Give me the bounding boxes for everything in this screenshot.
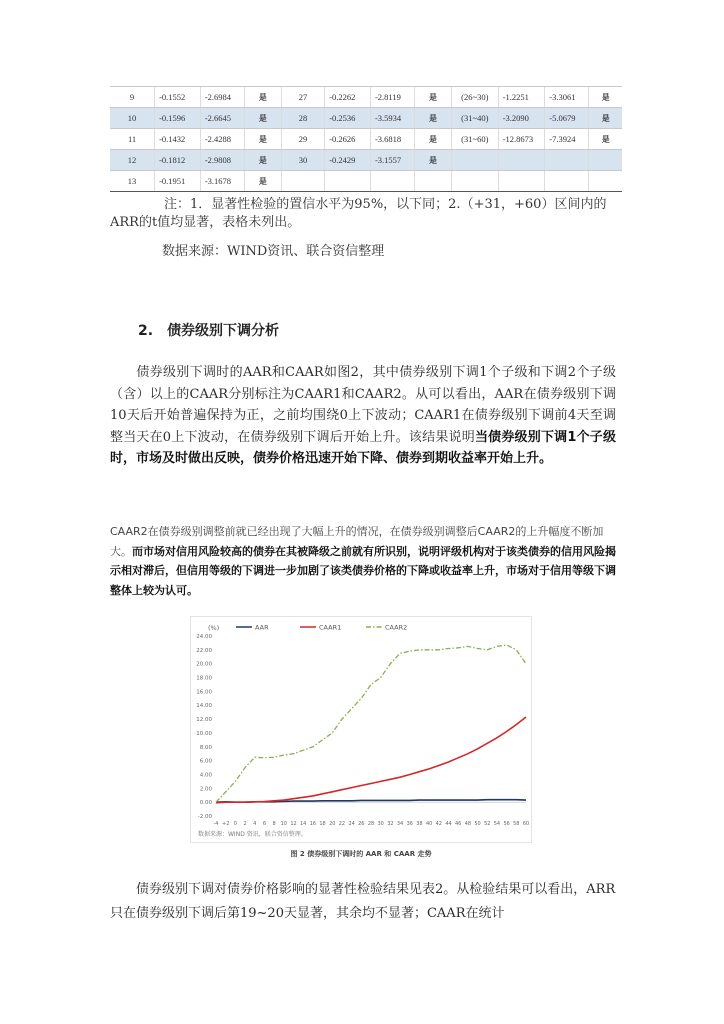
table-cell: 是 bbox=[415, 87, 452, 108]
table-cell bbox=[545, 150, 589, 171]
x-tick-label: 14 bbox=[300, 821, 307, 827]
table-cell: 是 bbox=[415, 108, 452, 129]
table-cell: -2.9808 bbox=[200, 150, 244, 171]
table-cell: 是 bbox=[589, 129, 622, 150]
aar-caar-chart bbox=[190, 616, 532, 864]
table-row bbox=[110, 87, 622, 108]
x-tick-label: -4 bbox=[213, 821, 219, 827]
paragraph-caar2 bbox=[110, 522, 618, 600]
x-tick-label: 40 bbox=[425, 821, 433, 827]
paragraph-emphasis: 而市场对信用风险较高的债券在其被降级之前就有所识别，说明评级机构对于该类债券的信用风险揭示相对滞后，但信用等级的下调进一步加剧了该类债券价格的下降或收益率上升，市场对于信用等级下调整体上较为认可。 bbox=[110, 544, 616, 597]
table-cell bbox=[451, 171, 498, 192]
table-cell: 是 bbox=[415, 129, 452, 150]
y-tick-label: 2.00 bbox=[199, 786, 212, 793]
x-tick-label: 0 bbox=[233, 821, 237, 827]
table-cell bbox=[370, 171, 414, 192]
table-cell: -7.3924 bbox=[545, 129, 589, 150]
table-cell: -0.2536 bbox=[325, 108, 371, 129]
y-tick-label: 10.00 bbox=[196, 730, 212, 737]
section-heading bbox=[138, 320, 279, 340]
table-cell: 13 bbox=[110, 171, 155, 192]
y-tick-label: 6.00 bbox=[199, 758, 212, 765]
section-number: 2. bbox=[138, 323, 154, 339]
significance-table bbox=[110, 86, 622, 192]
table-note bbox=[110, 196, 615, 232]
x-tick-label: 20 bbox=[329, 821, 336, 827]
x-tick-label: 32 bbox=[387, 821, 394, 827]
x-tick-label: 34 bbox=[396, 821, 404, 827]
data-source: 数据来源：WIND资讯、联合资信整理 bbox=[162, 244, 385, 259]
table-cell: -0.2262 bbox=[325, 87, 371, 108]
paragraph-text: CAAR2在债券级别调整前就已经出现了大幅上升的情况，在债券级别调整后CAAR2的上升幅度不断加大。 bbox=[110, 525, 604, 558]
table-cell: -0.1432 bbox=[155, 129, 201, 150]
table-cell bbox=[589, 171, 622, 192]
table-cell: 是 bbox=[244, 171, 281, 192]
x-tick-label: 22 bbox=[338, 821, 346, 827]
x-tick-label: 50 bbox=[474, 821, 481, 827]
table-cell: 28 bbox=[281, 108, 324, 129]
table-cell: -0.1812 bbox=[155, 150, 201, 171]
x-tick-label: 52 bbox=[484, 821, 491, 827]
table-cell: -2.4288 bbox=[200, 129, 244, 150]
x-tick-label: 28 bbox=[367, 821, 375, 827]
unit-label: (%) bbox=[208, 624, 220, 632]
x-tick-label: 4 bbox=[253, 821, 257, 827]
paragraph-emphasis: 当债券级别下调1个子级时，市场及时做出反映，债券价格迅速开始下降、债券到期收益率开始上升。 bbox=[110, 429, 617, 467]
table-cell: -0.2626 bbox=[325, 129, 371, 150]
table-cell: 27 bbox=[281, 87, 324, 108]
x-tick-label: 8 bbox=[272, 821, 276, 827]
table-cell: 是 bbox=[244, 108, 281, 129]
x-tick-label: 36 bbox=[406, 821, 413, 827]
x-tick-label: 16 bbox=[309, 821, 317, 827]
table-cell: -3.1557 bbox=[370, 150, 414, 171]
y-tick-label: 20.00 bbox=[196, 661, 212, 668]
table-cell: 是 bbox=[589, 87, 622, 108]
x-tick-label: 48 bbox=[464, 821, 472, 827]
table-cell: 是 bbox=[244, 150, 281, 171]
table-cell: (26~30) bbox=[451, 87, 498, 108]
y-tick-label: 16.00 bbox=[196, 689, 212, 696]
table-cell: (31~40) bbox=[451, 108, 498, 129]
legend-label: AAR bbox=[255, 623, 269, 632]
paragraph-significance bbox=[110, 878, 616, 926]
table-cell: 是 bbox=[244, 129, 281, 150]
table-cell: 11 bbox=[110, 129, 155, 150]
legend-label: CAAR2 bbox=[385, 623, 408, 632]
x-tick-label: 12 bbox=[290, 821, 297, 827]
table-row bbox=[110, 150, 622, 171]
table-cell: 29 bbox=[281, 129, 324, 150]
x-tick-label: 26 bbox=[358, 821, 365, 827]
y-tick-label: 12.00 bbox=[196, 717, 212, 724]
table-cell: 12 bbox=[110, 150, 155, 171]
x-tick-label: 30 bbox=[377, 821, 384, 827]
figure-caption: 图 2 债券级别下调时的 AAR 和 CAAR 走势 bbox=[290, 850, 432, 858]
table-row bbox=[110, 171, 622, 192]
table-cell: -2.8119 bbox=[370, 87, 414, 108]
x-tick-label: 58 bbox=[513, 821, 520, 827]
x-tick-label: 56 bbox=[503, 821, 510, 827]
x-tick-label: 24 bbox=[348, 821, 355, 827]
table-note-text: 注：1．显著性检验的置信水平为95%，以下同；2.（+31，+60）区间内的ARR的t值均显著，表格未列出。 bbox=[110, 197, 607, 230]
legend-label: CAAR1 bbox=[319, 623, 342, 632]
table-cell bbox=[415, 171, 452, 192]
paragraph-text: 债券级别下调对债券价格影响的显著性检验结果见表2。从检验结果可以看出，ARR只在债券级别下调后第19~20天显著，其余均不显著；CAAR在统计 bbox=[110, 882, 616, 921]
table-cell bbox=[589, 150, 622, 171]
table-cell: -3.1678 bbox=[200, 171, 244, 192]
y-tick-label: 18.00 bbox=[196, 675, 212, 682]
table-row bbox=[110, 108, 622, 129]
table-row bbox=[110, 129, 622, 150]
table-cell: -0.1552 bbox=[155, 87, 201, 108]
table-cell bbox=[325, 171, 371, 192]
table-cell: 是 bbox=[589, 108, 622, 129]
chart-source-note: 数据来源：WIND 资讯，联合资信整理。 bbox=[198, 831, 307, 838]
y-tick-label: 0.00 bbox=[199, 800, 212, 807]
x-tick-label: 10 bbox=[280, 821, 287, 827]
x-tick-label: 60 bbox=[522, 821, 530, 827]
table-cell: -2.6984 bbox=[200, 87, 244, 108]
table-cell bbox=[498, 150, 545, 171]
table-cell: 9 bbox=[110, 87, 155, 108]
table-cell: 10 bbox=[110, 108, 155, 129]
x-tick-label: 18 bbox=[319, 821, 326, 827]
x-tick-label: 44 bbox=[445, 821, 452, 827]
y-tick-label: -2.00 bbox=[197, 814, 212, 820]
table-cell: -3.5934 bbox=[370, 108, 414, 129]
table-cell: -1.2251 bbox=[498, 87, 545, 108]
table-cell bbox=[451, 150, 498, 171]
x-tick-label: 6 bbox=[262, 821, 267, 827]
table-cell: -3.6818 bbox=[370, 129, 414, 150]
table-cell: (31~60) bbox=[451, 129, 498, 150]
table-cell: -12.8673 bbox=[498, 129, 545, 150]
paragraph-text: 债券级别下调时的AAR和CAAR如图2，其中债券级别下调1个子级和下调2个子级（含）以上的CAAR分别标注为CAAR1和CAAR2。从可以看出，AAR在债券级别下调10天后开始普遍保持为正，之前均围绕0上下波动；CAAR1在债券级别下调前4天至调整当天在0上下波动，在债券级别下调后开始上升。该结果说明 bbox=[110, 365, 616, 445]
x-tick-label: +2 bbox=[222, 821, 230, 827]
y-tick-label: 24.00 bbox=[196, 634, 212, 640]
table-cell bbox=[545, 171, 589, 192]
y-tick-label: 4.00 bbox=[199, 772, 212, 779]
paragraph-downgrade-analysis bbox=[110, 362, 616, 470]
y-tick-label: 8.00 bbox=[199, 744, 212, 751]
x-tick-label: 46 bbox=[455, 821, 462, 827]
table-cell: -0.1596 bbox=[155, 108, 201, 129]
chart-frame bbox=[191, 617, 532, 843]
table-cell: 是 bbox=[415, 150, 452, 171]
x-tick-label: 42 bbox=[435, 821, 442, 827]
table-cell: -3.2090 bbox=[498, 108, 545, 129]
table-cell: -2.6645 bbox=[200, 108, 244, 129]
table-cell: 是 bbox=[244, 87, 281, 108]
x-tick-label: 38 bbox=[416, 821, 423, 827]
table-cell: -0.1951 bbox=[155, 171, 201, 192]
figure-2 bbox=[190, 616, 532, 864]
section-title: 债券级别下调分析 bbox=[167, 323, 280, 339]
table-cell bbox=[281, 171, 324, 192]
table-cell bbox=[498, 171, 545, 192]
y-tick-label: 22.00 bbox=[196, 647, 212, 654]
table-cell: -3.3061 bbox=[545, 87, 589, 108]
x-tick-label: 54 bbox=[493, 821, 501, 827]
table-cell: -0.2429 bbox=[325, 150, 371, 171]
x-tick-label: 2 bbox=[243, 821, 247, 827]
table-cell: -5.0679 bbox=[545, 108, 589, 129]
y-tick-label: 14.00 bbox=[196, 703, 212, 710]
table-cell: 30 bbox=[281, 150, 324, 171]
